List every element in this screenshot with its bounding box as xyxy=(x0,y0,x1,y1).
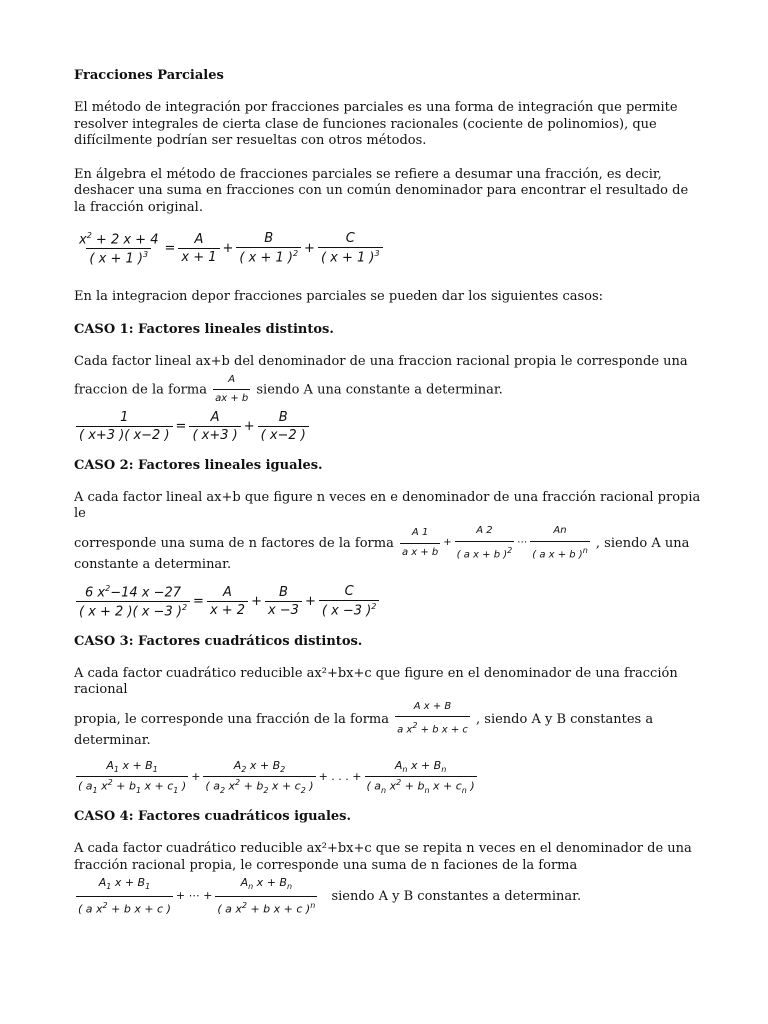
intro-paragraph: El método de integración por fracciones parciales es una forma de integración que permite resolver integrales de cierta clase de funciones racionales (cociente de polinomios), que difícilmente podrían ser resueltas con otros métodos. xyxy=(74,100,678,149)
case3-text-d: determinar. xyxy=(74,732,151,748)
case1-line2 xyxy=(74,372,704,405)
case3-form-fraction: $\frac{\text{A x + B}}{a x^2 + b x + c}$ xyxy=(393,699,472,740)
case1-text-a: Cada factor lineal ax+b del denominador de una fraccion racional propia le corresponde una xyxy=(74,354,688,370)
case4-text-b: fracción racional propia, le corresponde una suma de n faciones de la forma xyxy=(74,857,578,873)
equation-example-3: $\frac{6 x^2-14 x -27}{( x + 2 )( x -3 )^2}$ = $\frac{A}{x + 2}$ + $\frac{B}{x -3}$ + $\frac{C}{( x -3 )^2}$ xyxy=(74,584,704,626)
case4-text-a: A cada factor cuadrático reducible ax²+bx+c que se repita n veces en el denominador de una xyxy=(74,841,692,857)
case3-text-b: propia, le corresponde una fracción de la forma xyxy=(74,711,389,727)
document-title: Fracciones Parciales xyxy=(74,68,224,83)
case2-heading: CASO 2: Factores lineales iguales. xyxy=(74,457,323,473)
case2-line2 xyxy=(74,523,704,560)
case2-text-c: , siendo A una xyxy=(595,535,690,551)
cases-intro: En la integracion depor fracciones parciales se pueden dar los siguientes casos: xyxy=(74,288,604,304)
case1-heading: CASO 1: Factores lineales distintos. xyxy=(74,322,334,338)
case1-form-fraction: $\frac{A}{ax + b}$ xyxy=(211,372,252,408)
equation-example-2: $\frac{1}{( x+3 )( x-2 )}$ = $\frac{A}{( x+3 )}$ + $\frac{B}{( x-2 )}$ xyxy=(74,410,704,450)
case1-text-b: fraccion de la forma xyxy=(74,382,207,398)
algebra-paragraph: En álgebra el método de fracciones parciales se refiere a desumar una fracción, es decir, deshacer una suma en fracciones con un común denominador para encontrar el resultado de la fracción original. xyxy=(74,166,689,215)
equation-example-1: $\frac{x^2 + 2 x + 4}{( x + 1 )^3}$ = $\frac{A}{x + 1}$ + $\frac{B}{( x + 1 )^2}$ + $\frac{C}{( x + 1 )^3}$ xyxy=(74,231,704,275)
case3-text-c: , siendo A y B constantes a xyxy=(476,711,654,727)
case4-form-sum: $\frac{A_1 x + B_1}{( a x^2 + b x + c )}$ + ⋯ + $\frac{A_n x + B_n}{( a x^2 + b x + c )^n}$ xyxy=(74,875,319,919)
case3-heading: CASO 3: Factores cuadráticos distintos. xyxy=(74,633,363,649)
case2-form-sum: $\frac{A 1}{\text{a x + b}}$ + $\frac{A 2}{( a x + b )^2}$ ⋯ $\frac{An}{( a x + b )^n}$ xyxy=(398,523,592,564)
case4-text-c: siendo A y B constantes a determinar. xyxy=(331,889,582,905)
case2-text-d: constante a determinar. xyxy=(74,556,232,572)
case3-line2 xyxy=(74,699,704,736)
case2-text-b: corresponde una suma de n factores de la forma xyxy=(74,535,394,551)
case3-text-a: A cada factor cuadrático reducible ax²+bx+c que figure en el denominador de una fracción racional xyxy=(74,665,678,698)
document-page xyxy=(74,68,704,916)
case4-heading: CASO 4: Factores cuadráticos iguales. xyxy=(74,809,352,825)
case2-text-a: A cada factor lineal ax+b que figure n veces en e denominador de una fracción racional propia le xyxy=(74,489,701,522)
case4-line3 xyxy=(74,875,704,916)
equation-example-4: $\frac{A_1 x + B_1}{( a_1 x^2 + b_1 x + c_1 )}$ + $\frac{A_2 x + B_2}{( a_2 x^2 + b_2 x + c_2 )}$ + . . . + $\frac{A_n x + B_n}{( a_n x^2 + b_n x + c_n )}$ xyxy=(78,759,475,795)
case1-text-c: siendo A una constante a determinar. xyxy=(256,382,503,398)
